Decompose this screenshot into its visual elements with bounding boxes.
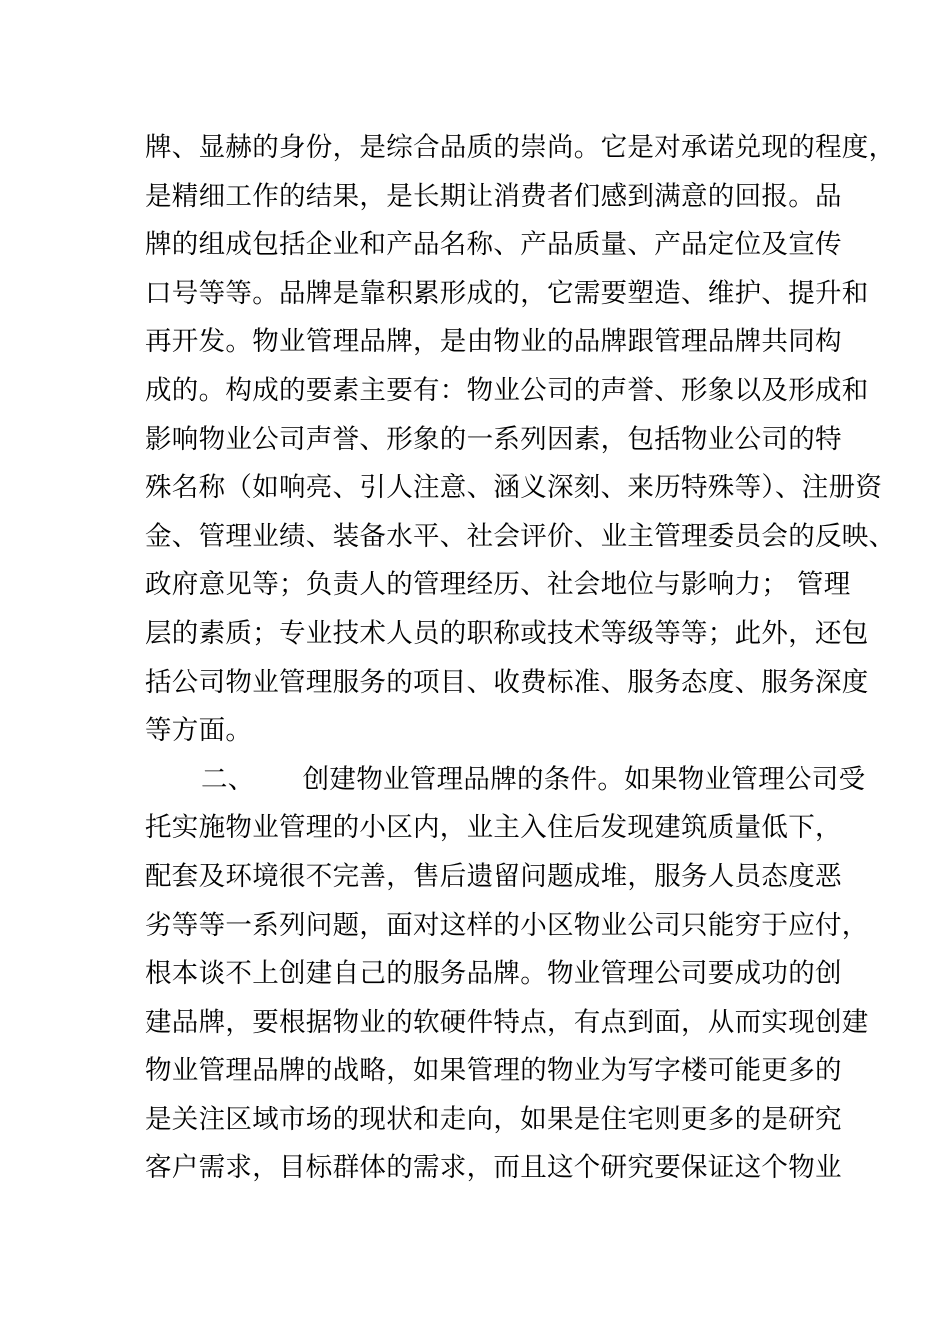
text-line: 再开发。物业管理品牌，是由物业的品牌跟管理品牌共同构 — [145, 326, 842, 358]
body-text — [145, 124, 896, 1193]
text-line: 牌的组成包括企业和产品名称、产品质量、产品定位及宣传 — [145, 229, 842, 261]
text-line: 成的。构成的要素主要有：物业公司的声誉、形象以及形成和 — [145, 374, 869, 406]
text-line: 殊名称（如响亮、引人注意、涵义深刻、来历特殊等）、注册资 — [145, 472, 883, 504]
text-line: 托实施物业管理的小区内，业主入住后发现建筑质量低下， — [145, 812, 842, 844]
text-line: 牌、显赫的身份，是综合品质的崇尚。它是对承诺兑现的程度， — [145, 132, 896, 163]
section-heading-line — [145, 756, 866, 805]
text-line: 括公司物业管理服务的项目、收费标准、服务态度、服务深度 — [145, 666, 869, 698]
text-line: 劣等等一系列问题，面对这样的小区物业公司只能穷于应付， — [145, 909, 869, 941]
text-line: 客户需求，目标群体的需求，而且这个研究要保证这个物业 — [145, 1152, 842, 1184]
section-first-line: 创建物业管理品牌的条件。如果物业管理公司受 — [302, 763, 866, 795]
text-line: 等方面。 — [145, 715, 253, 747]
text-line: 建品牌，要根据物业的软硬件特点，有点到面，从而实现创建 — [145, 1006, 869, 1038]
text-line: 物业管理品牌的战略，如果管理的物业为写字楼可能更多的 — [145, 1055, 842, 1087]
text-line: 是关注区域市场的现状和走向，如果是住宅则更多的是研究 — [145, 1103, 842, 1135]
text-line: 是精细工作的结果，是长期让消费者们感到满意的回报。品 — [145, 180, 842, 212]
text-line: 影响物业公司声誉、形象的一系列因素，包括物业公司的特 — [145, 423, 842, 455]
text-line: 政府意见等；负责人的管理经历、社会地位与影响力； 管理 — [145, 569, 851, 601]
section-number: 二、 — [201, 763, 255, 795]
text-line: 金、管理业绩、装备水平、社会评价、业主管理委员会的反映、 — [145, 520, 896, 552]
text-line: 层的素质；专业技术人员的职称或技术等级等等；此外，还包 — [145, 617, 869, 649]
text-line: 根本谈不上创建自己的服务品牌。物业管理公司要成功的创 — [145, 958, 842, 990]
text-line: 配套及环境很不完善，售后遗留问题成堆，服务人员态度恶 — [145, 860, 842, 892]
text-line: 口号等等。品牌是靠积累形成的，它需要塑造、维护、提升和 — [145, 277, 869, 309]
